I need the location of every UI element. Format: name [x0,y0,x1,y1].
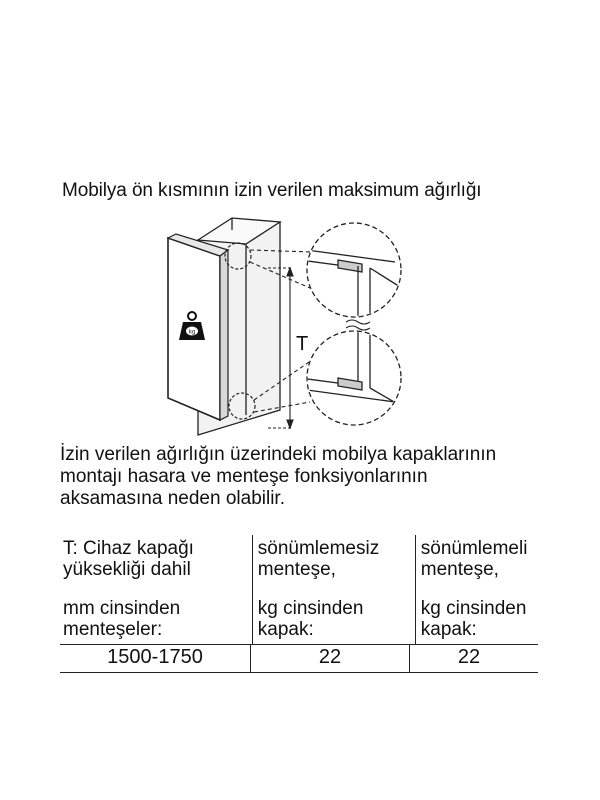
undamped-weight-cell: 22 [250,645,409,672]
header-line: yüksekliği dahil [63,559,191,580]
warning-line: montajı hasara ve menteşe fonksiyonlarının [60,466,428,487]
subheader-height-column [60,590,252,644]
header-line: kapak: [257,619,314,640]
header-line: sönümlemeli [420,538,528,559]
warning-text [60,444,550,510]
weight-spec-table [60,535,538,673]
page-title: Mobilya ön kısmının izin verilen maksimum ağırlığı [62,180,482,201]
header-damped-column [415,535,538,590]
header-line: menteşe, [420,559,499,580]
subheader-undamped-column [252,590,415,644]
header-line: menteşeler: [63,619,163,640]
bottom-hinge-detail [300,330,408,425]
header-line: T: Cihaz kapağı [63,538,194,559]
header-line: sönümlemesiz [257,538,380,559]
weight-icon-label: kg [188,329,196,336]
break-marks [346,320,370,330]
header-undamped-column [252,535,415,590]
header-line: kg cinsinden [257,598,364,619]
table-bottom-rule [60,672,538,673]
header-height-column [60,535,252,590]
dimension-label-t: T [296,333,309,355]
table-row [60,645,538,672]
header-line: mm cinsinden [63,598,181,619]
damped-weight-cell: 22 [409,645,528,672]
table-subheader-row [60,590,538,644]
height-range-cell: 1500-1750 [107,646,203,668]
table-header-row [60,535,538,590]
header-line: kapak: [420,619,477,640]
door-mounting-diagram [150,210,420,445]
header-line: kg cinsinden [420,598,527,619]
top-hinge-detail [300,223,408,330]
warning-line: İzin verilen ağırlığın üzerindeki mobilya kapaklarının [60,444,497,465]
header-line: menteşe, [257,559,336,580]
warning-line: aksamasına neden olabilir. [60,488,285,509]
subheader-damped-column [415,590,538,644]
